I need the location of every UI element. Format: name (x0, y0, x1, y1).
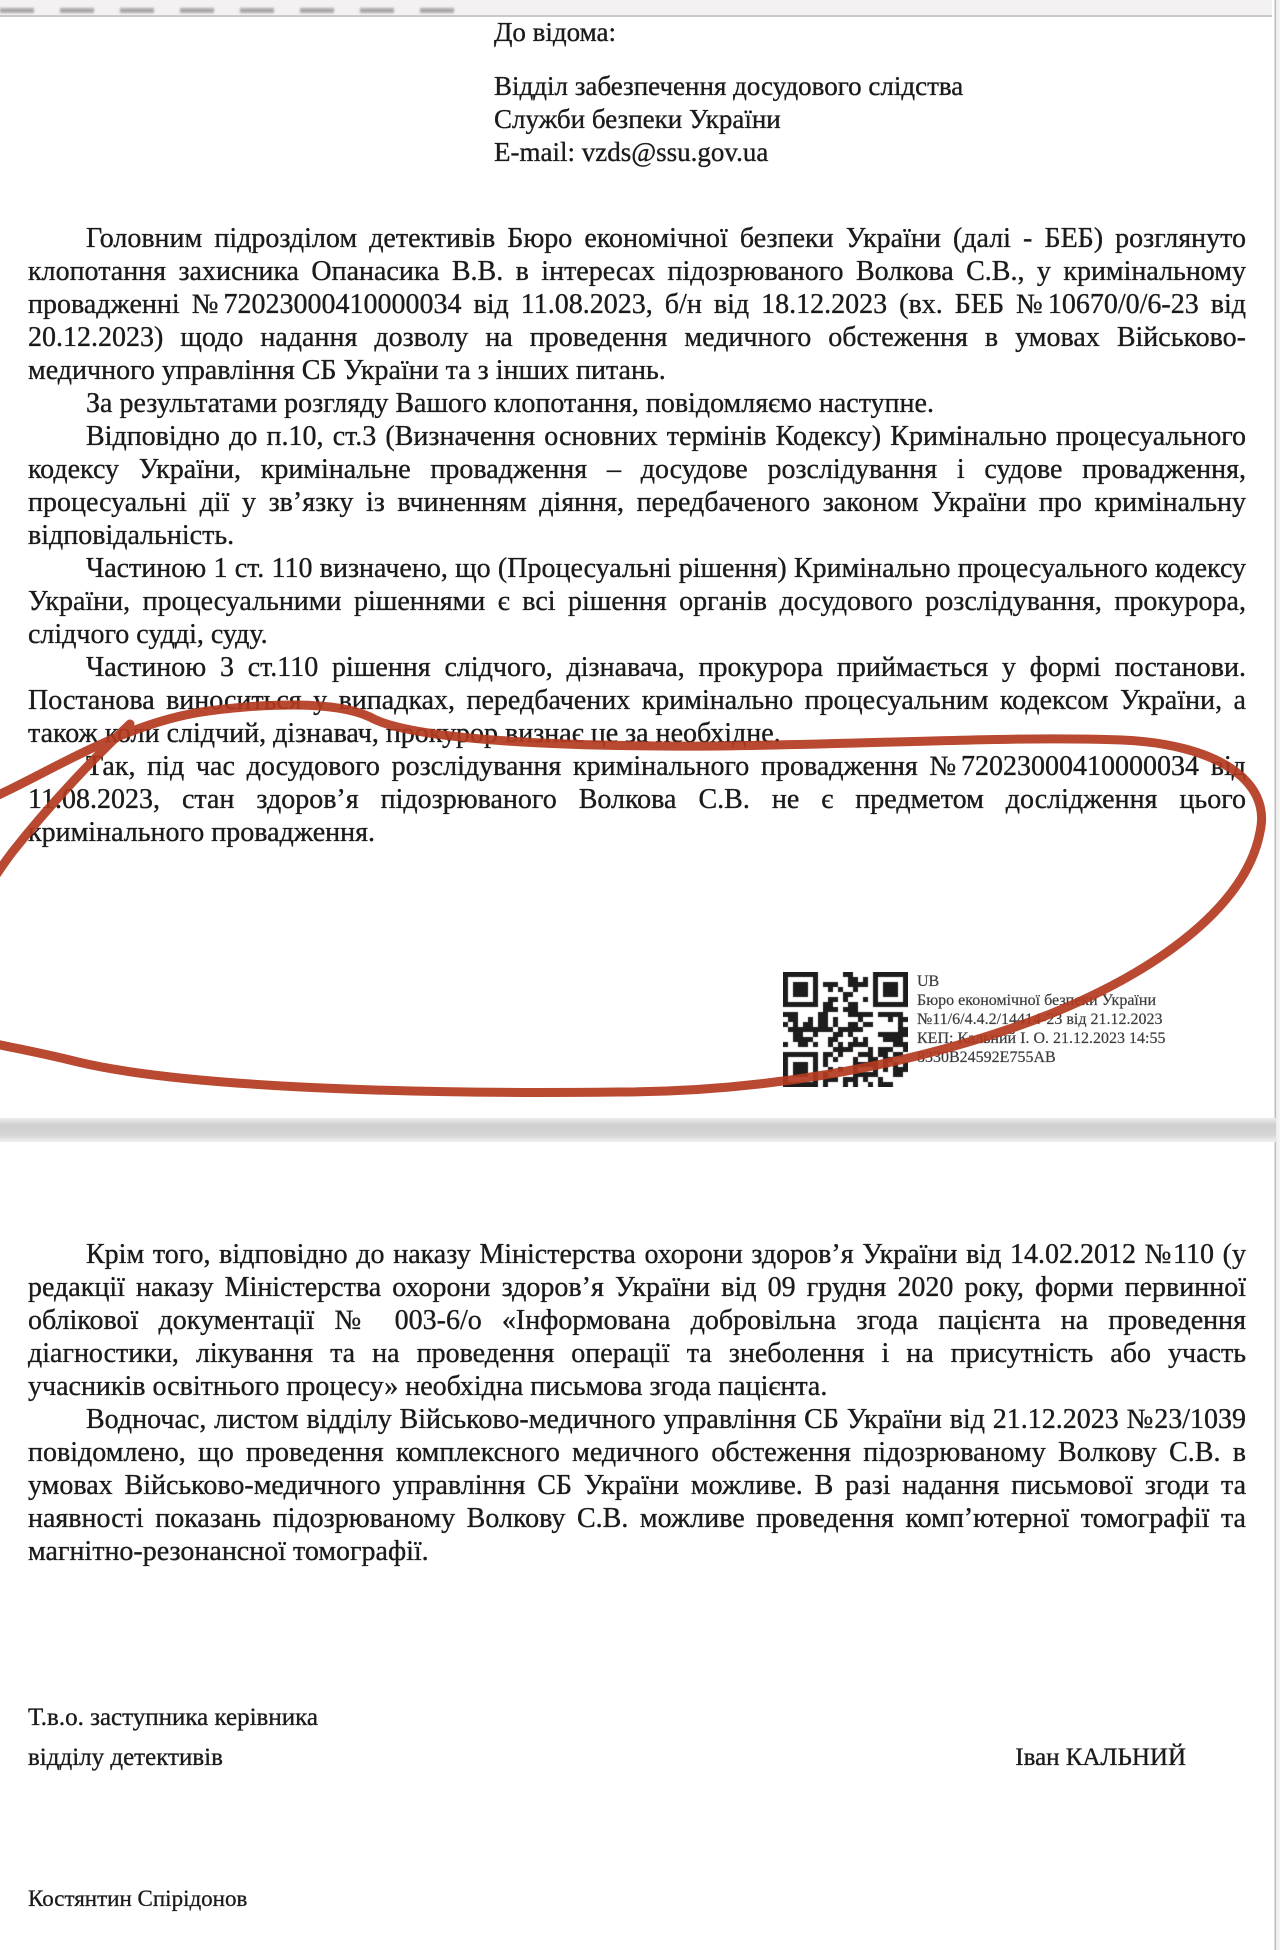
recipient-block (494, 16, 963, 169)
footer-executor-name: Костянтин Спірідонов (28, 1886, 248, 1911)
signer-role (28, 1698, 318, 1778)
paragraph: Водночас, листом відділу Військово-медичного управління СБ України від 21.12.2023 №23/1039 повідомлено, що проведення комплексного медичного обстеження підозрюваному Волкову С.В. в умовах Військово-медичного управління СБ України можливе. В разі надання письмової згоди та наявності показань підозрюваному Волкову С.В. можливе проведення комп’ютерної томографії та магнітно-резонансної томографії. (28, 1404, 1246, 1567)
signer-role-line1: Т.в.о. заступника керівника (28, 1704, 318, 1731)
paragraph: Крім того, відповідно до наказу Міністерства охорони здоров’я України від 14.02.2012 №110 (у редакції наказу Міністерства охорони здоров’я України від 09 грудня 2020 року, форми первинної облікової документації № 003-6/о «Інформована добровільна згода пацієнта на проведення діагностики, лікування та на проведення операції та знеболення і на присутність або участь учасників освітнього процесу» необхідна письмова згода пацієнта. (28, 1239, 1246, 1402)
paragraph: Головним підрозділом детективів Бюро економічної безпеки України (далі - БЕБ) розглянуто клопотання захисника Опанасика В.В. в інтересах підозрюваного Волкова С.В., у кримінальному провадженні №72023000410000034 від 11.08.2023, б/н від 18.12.2023 (вх. БЕБ №10670/0/6-23 від 20.12.2023) щодо надання дозволу на проведення медичного обстеження в умовах Військово-медичного управління СБ України та з інших питань. (28, 223, 1246, 386)
stamp-hash: 8330B24592E755AB (917, 1049, 1056, 1066)
page1-body (28, 222, 1246, 849)
paragraph: Відповідно до п.10, ст.3 (Визначення основних термінів Кодексу) Кримінально процесуального кодексу України, кримінальне провадження – досудове розслідування і судове провадження, процесуальні дії у зв’язку із вчиненням діяння, передбаченого законом України про кримінальну відповідальність. (28, 421, 1246, 551)
recipient-line-department: Відділ забезпечення досудового слідства (494, 71, 964, 101)
scan-top-edge-artifact (0, 0, 1280, 17)
signer-name: Іван КАЛЬНИЙ (1015, 1744, 1186, 1771)
paragraph: Частиною 3 ст.110 рішення слідчого, дізнавача, прокурора приймається у формі постанови. Постанова виноситься у випадках, передбачених кримінально процесуальним кодексом України, а також коли слідчий, дізнавач, прокурор визнає це за необхідне. (28, 652, 1246, 749)
paragraph: Так, під час досудового розслідування кримінального провадження №72023000410000034 від 11.08.2023, стан здоров’я підозрюваного Волкова С.В. не є предметом дослідження цього кримінального провадження. (28, 751, 1246, 848)
signer-role-line2: відділу детективів (28, 1744, 223, 1771)
stamp-text (917, 972, 1165, 1067)
page2-body (28, 1238, 1246, 1568)
page-break-divider (0, 1118, 1276, 1142)
electronic-stamp (783, 972, 1165, 1087)
recipient-line-email: E-mail: vzds@ssu.gov.ua (494, 137, 769, 167)
scan-right-edge-artifact (1272, 0, 1280, 1950)
stamp-signer: КЕП: Кальний І. О. 21.12.2023 14:55 (917, 1030, 1166, 1047)
recipient-label: До відома: (494, 17, 617, 47)
stamp-number: №11/6/4.4.2/14414-23 від 21.12.2023 (917, 1011, 1163, 1028)
recipient-line-agency: Служби безпеки України (494, 104, 781, 134)
signature-block (28, 1698, 1246, 1778)
stamp-logo: UB (917, 973, 940, 990)
paragraph: За результатами розгляду Вашого клопотання, повідомляємо наступне. (86, 388, 934, 419)
paragraph: Частиною 1 ст. 110 визначено, що (Процесуальні рішення) Кримінально процесуального кодексу України, процесуальними рішеннями є всі рішення органів досудового розслідування, прокурора, слідчого судді, суду. (28, 553, 1246, 650)
scan-smudge (0, 8, 470, 13)
qr-code (783, 972, 908, 1087)
stamp-org: Бюро економічної безпеки України (917, 992, 1156, 1009)
